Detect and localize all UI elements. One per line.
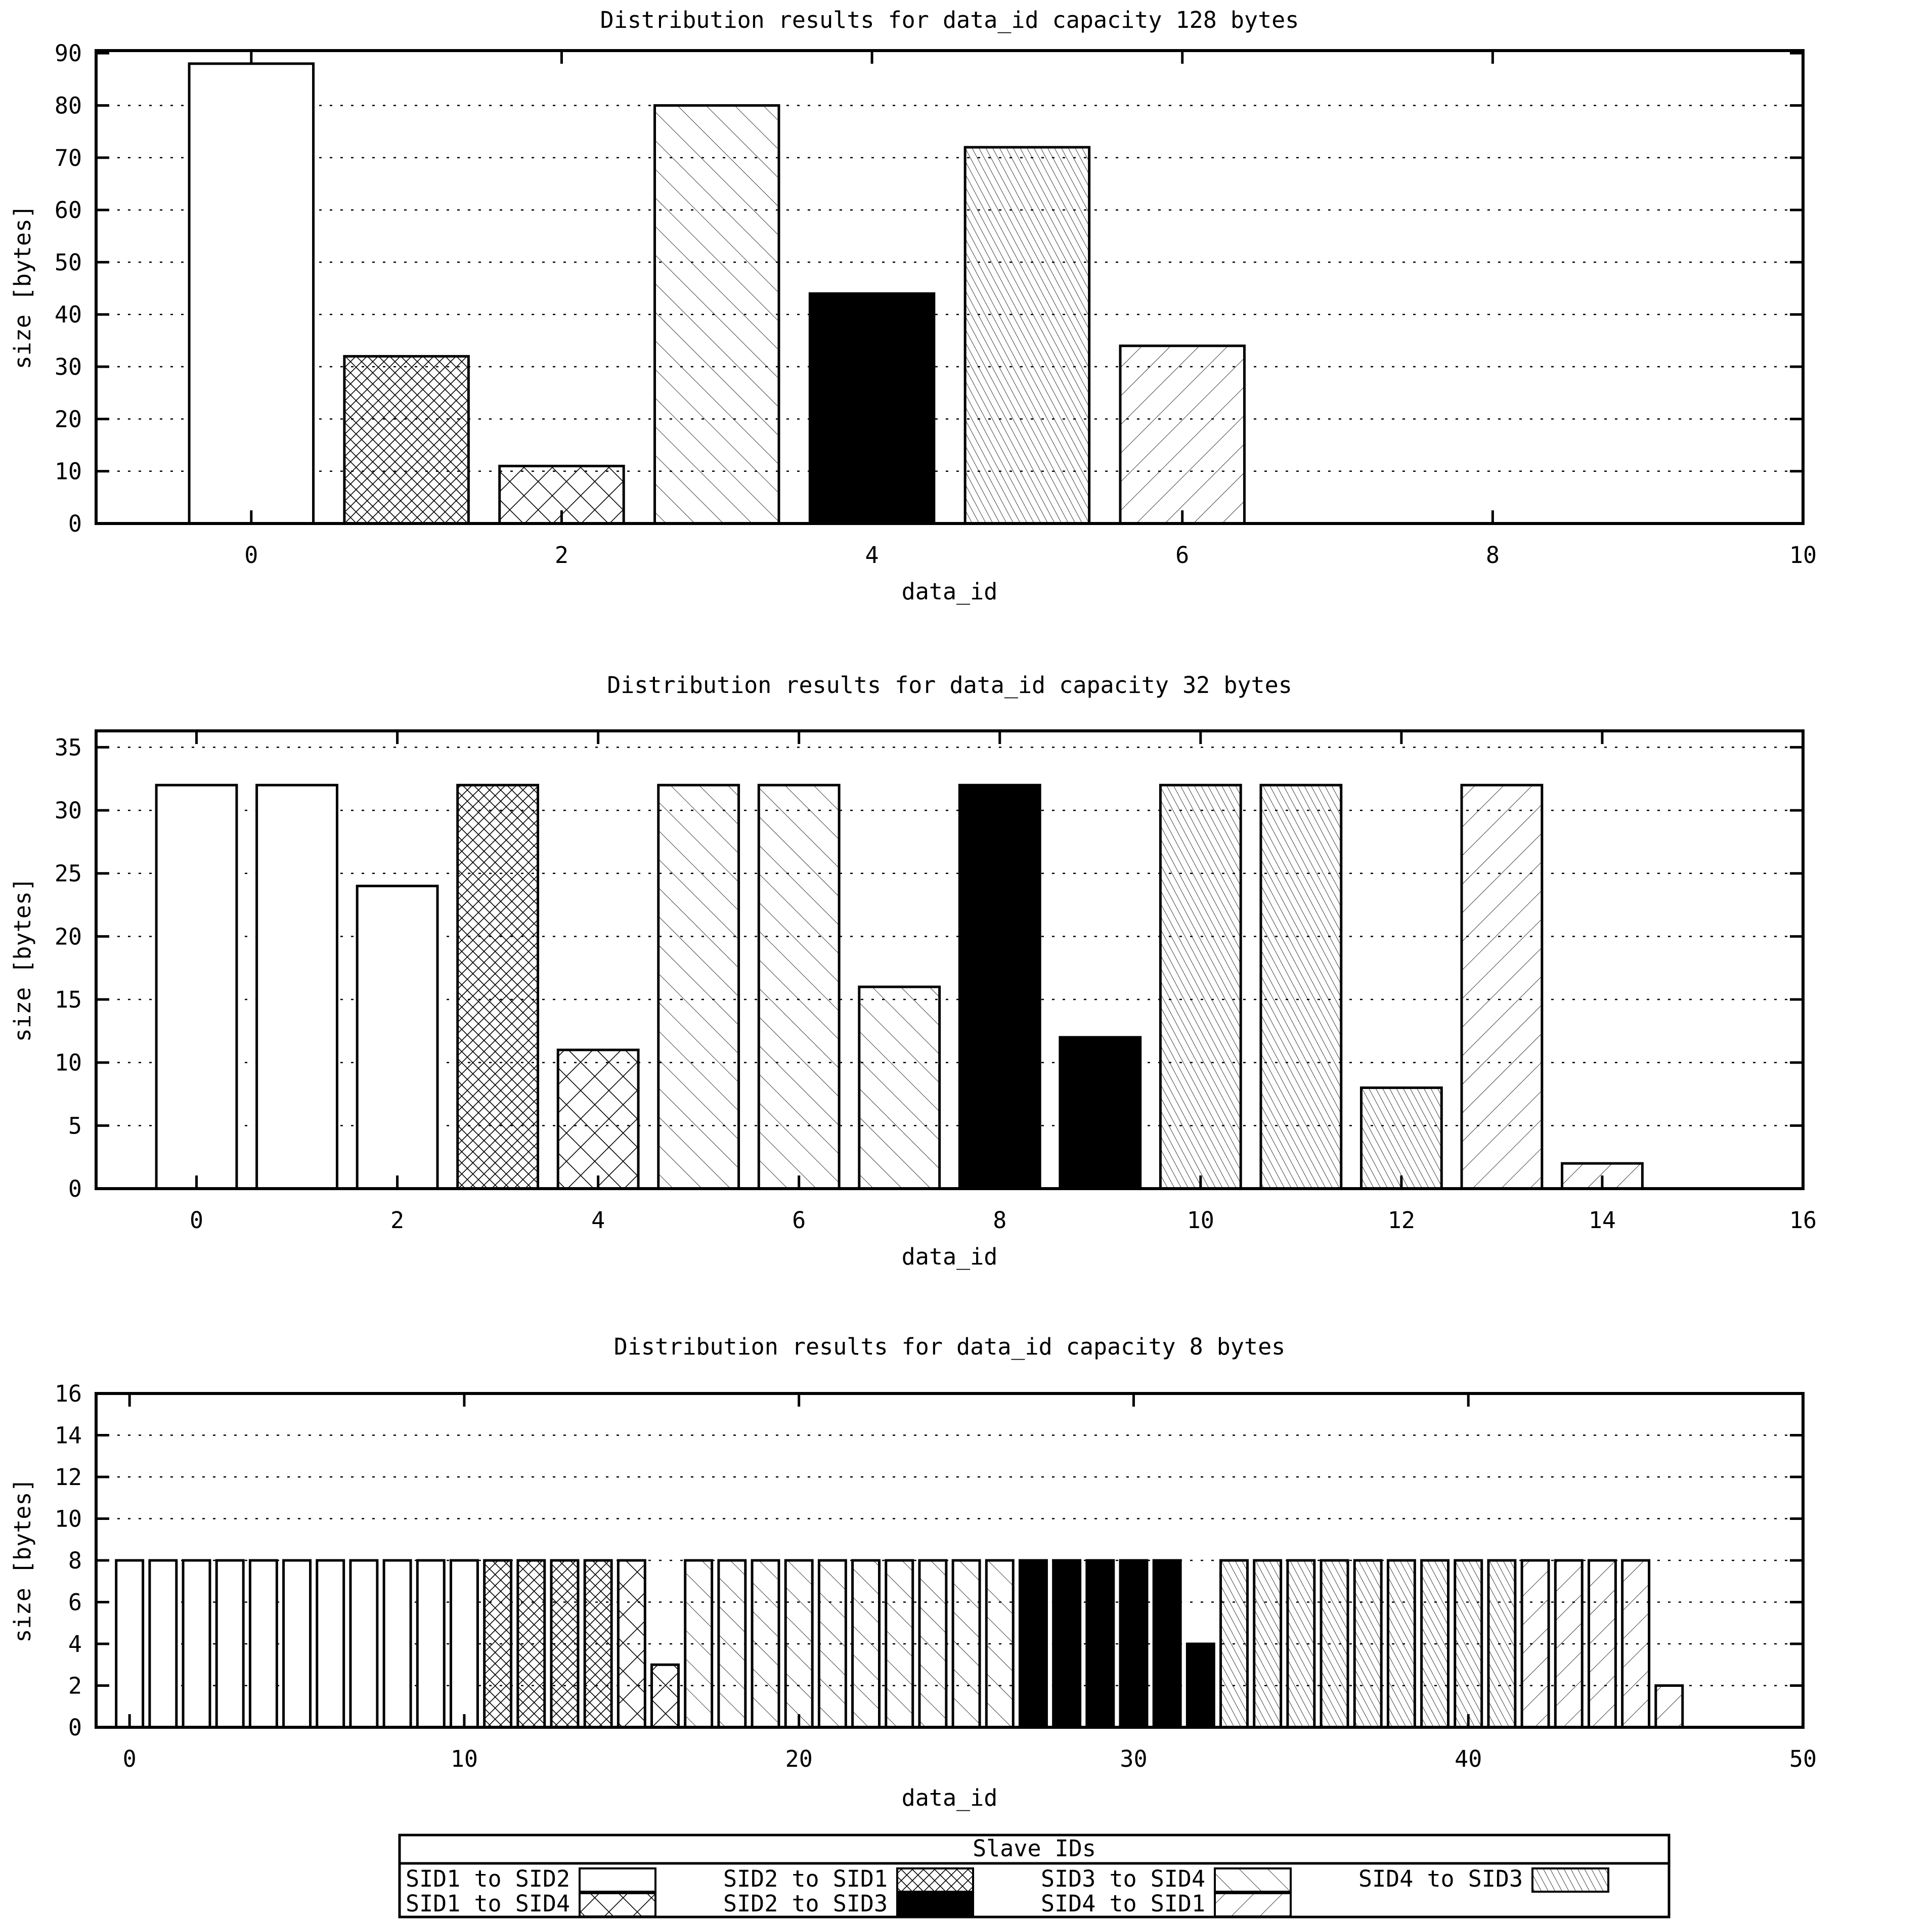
y-tick-label: 70 [54,144,82,171]
x-tick-label: 0 [189,1207,204,1234]
y-tick-label: 15 [54,986,82,1014]
bar [485,1560,511,1727]
chart-title: Distribution results for data_id capacity 8 bytes [613,1333,1286,1360]
x-axis-label: data_id [901,1243,998,1270]
bar [1120,346,1244,524]
y-tick-label: 60 [54,197,82,224]
y-tick-label: 90 [54,40,82,67]
y-tick-label: 25 [54,860,82,887]
bar [1288,1560,1314,1727]
bar [116,1560,143,1727]
x-tick-label: 6 [792,1207,806,1234]
bar [344,356,468,524]
y-tick-label: 20 [54,923,82,950]
bar [156,785,237,1189]
bar [658,785,739,1189]
bar [1187,1644,1214,1727]
x-axis-label: data_id [901,1784,998,1811]
y-axis-label: size [bytes] [9,204,36,370]
bar [284,1560,311,1727]
legend-entry-label: SID4 to SID1 [1041,1890,1206,1917]
bar [1455,1560,1482,1727]
x-tick-label: 40 [1455,1746,1482,1772]
legend-swatch-backslash-dense [1532,1868,1608,1892]
bar [1053,1560,1080,1727]
x-tick-label: 4 [865,542,879,569]
bar [1020,1560,1046,1727]
y-tick-label: 35 [54,734,82,761]
bar [1261,785,1341,1189]
bar [317,1560,344,1727]
y-tick-label: 6 [68,1589,82,1616]
bar [1555,1560,1582,1727]
bar [183,1560,210,1727]
x-tick-label: 16 [1789,1207,1817,1234]
bar [1589,1560,1615,1727]
bar [752,1560,779,1727]
x-tick-label: 10 [1187,1207,1214,1234]
bar [551,1560,578,1727]
bar [189,64,313,524]
x-tick-label: 8 [993,1207,1007,1234]
bar [685,1560,712,1727]
bar [785,1560,812,1727]
bar [150,1560,177,1727]
legend-entry-label: SID3 to SID4 [1041,1865,1206,1892]
y-axis-label: size [bytes] [9,877,36,1042]
y-tick-label: 40 [54,301,82,328]
bar [810,293,934,524]
legend-swatch-crosshatch-light [580,1893,655,1916]
x-tick-label: 2 [554,542,569,569]
bar [1656,1686,1683,1728]
bar [451,1560,477,1727]
y-tick-label: 30 [54,797,82,824]
bar [585,1560,611,1727]
bar [357,886,437,1189]
y-tick-label: 2 [68,1672,82,1699]
bar [959,785,1040,1189]
legend-swatch-solid-black [897,1893,973,1916]
bar [1154,1560,1180,1727]
bar [819,1560,846,1727]
x-tick-label: 30 [1120,1746,1148,1772]
bar [1422,1560,1448,1727]
y-tick-label: 16 [54,1380,82,1407]
bar [384,1560,411,1727]
legend-entry-label: SID1 to SID2 [406,1865,570,1892]
y-tick-label: 10 [54,1505,82,1533]
x-tick-label: 50 [1789,1746,1817,1772]
bar [257,785,337,1189]
x-tick-label: 8 [1485,542,1500,569]
y-tick-label: 12 [54,1464,82,1491]
bar [558,1050,638,1189]
y-tick-label: 0 [68,510,82,537]
x-tick-label: 12 [1387,1207,1415,1234]
bar [655,105,779,524]
y-tick-label: 30 [54,354,82,381]
bar [216,1560,243,1727]
x-tick-label: 2 [390,1207,405,1234]
legend-swatch-backslash-wide [1215,1868,1291,1892]
bar [859,987,940,1189]
bar [1221,1560,1248,1727]
chart-title: Distribution results for data_id capacity 32 bytes [607,672,1292,699]
y-tick-label: 5 [68,1112,82,1140]
bar [886,1560,913,1727]
x-tick-label: 10 [1789,542,1817,569]
y-tick-label: 20 [54,406,82,433]
legend-swatch-forwardslash-wide [1215,1893,1291,1916]
bar [759,785,839,1189]
y-tick-label: 80 [54,92,82,119]
bar [1254,1560,1281,1727]
bar [652,1665,679,1727]
y-tick-label: 8 [68,1547,82,1574]
x-tick-label: 10 [450,1746,478,1772]
bar [518,1560,545,1727]
bar [1462,785,1542,1189]
y-tick-label: 10 [54,1049,82,1076]
bar [350,1560,377,1727]
bar [919,1560,946,1727]
bar [1120,1560,1147,1727]
bar [965,147,1089,524]
bar [1160,785,1241,1189]
bar [1622,1560,1649,1727]
bar [1060,1037,1140,1189]
y-tick-label: 10 [54,458,82,485]
bar [986,1560,1013,1727]
bar [1321,1560,1348,1727]
bar [458,785,538,1189]
x-axis-label: data_id [901,578,998,605]
y-axis-label: size [bytes] [9,1478,36,1643]
bar [417,1560,444,1727]
y-tick-label: 4 [68,1631,82,1658]
bar [1361,1088,1441,1189]
bar [719,1560,745,1727]
bar [853,1560,880,1727]
plot-frame [96,731,1803,1189]
legend-entry-label: SID4 to SID3 [1358,1865,1523,1892]
y-tick-label: 50 [54,249,82,276]
x-tick-label: 0 [244,542,258,569]
bar [250,1560,277,1727]
legend-swatch-crosshatch-dense [897,1868,973,1892]
y-tick-label: 14 [54,1422,82,1449]
bar [953,1560,980,1727]
bar [1087,1560,1114,1727]
bar [1354,1560,1381,1727]
legend-entry-label: SID1 to SID4 [406,1890,570,1917]
legend-swatch-empty [580,1868,655,1892]
bar [618,1560,645,1727]
x-tick-label: 6 [1175,542,1190,569]
bar [1388,1560,1415,1727]
legend-title: Slave IDs [973,1835,1096,1862]
legend-entry-label: SID2 to SID3 [723,1890,888,1917]
y-tick-label: 0 [68,1175,82,1202]
x-tick-label: 20 [785,1746,813,1772]
chart-title: Distribution results for data_id capacity 128 bytes [600,7,1299,33]
x-tick-label: 14 [1588,1207,1616,1234]
bar [1522,1560,1549,1727]
x-tick-label: 4 [591,1207,605,1234]
legend-entry-label: SID2 to SID1 [723,1865,888,1892]
y-tick-label: 0 [68,1714,82,1741]
bar [1488,1560,1515,1727]
x-tick-label: 0 [122,1746,137,1772]
